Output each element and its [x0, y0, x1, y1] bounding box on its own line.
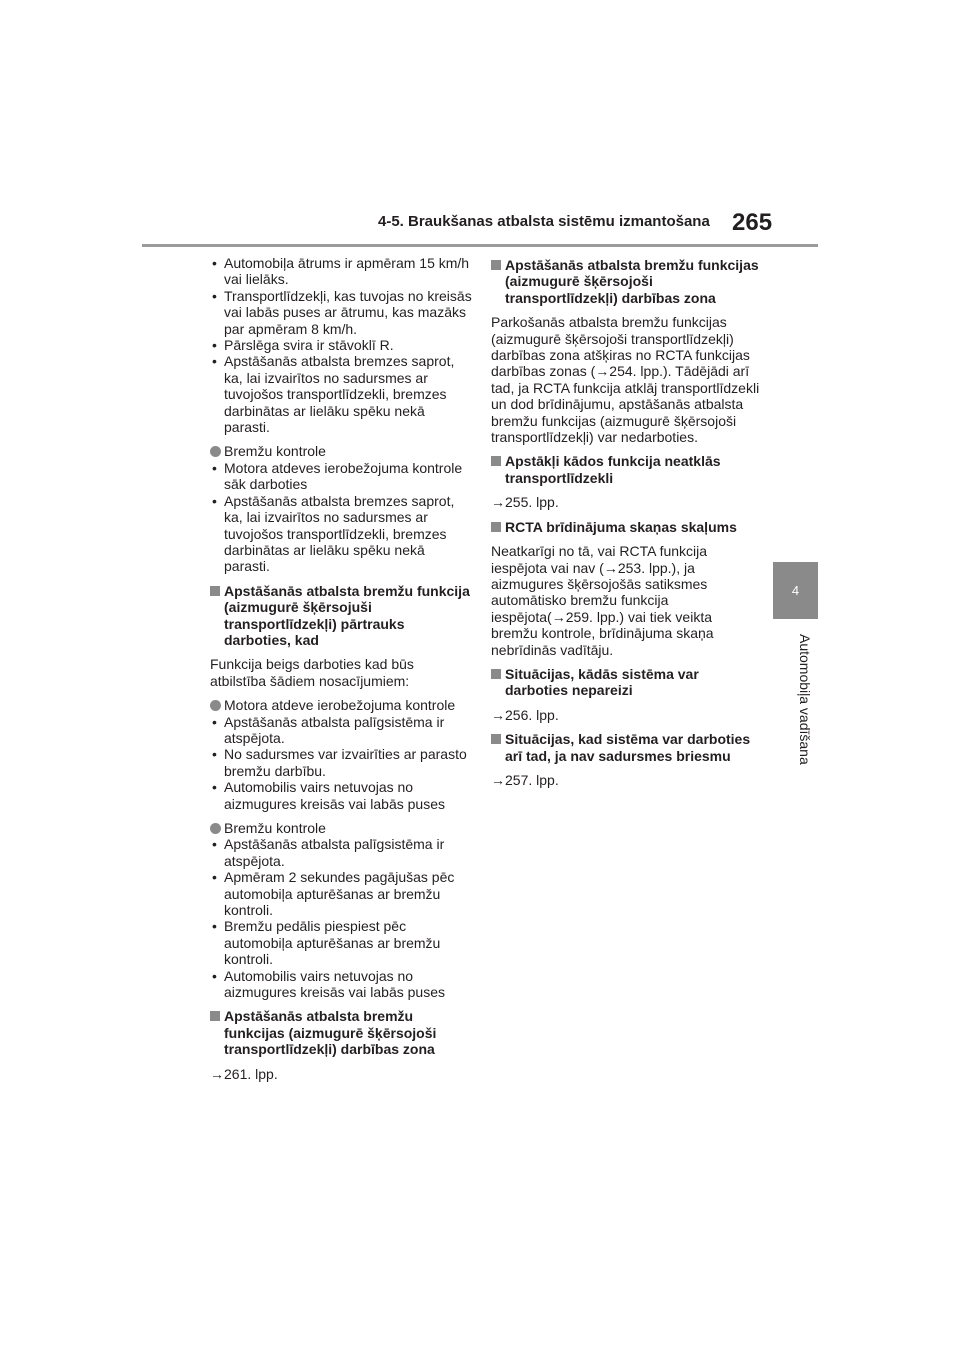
chapter-tab-number: 4	[791, 583, 800, 598]
chapter-label: Automobiļa vadīšana	[797, 634, 813, 765]
square-bullet-icon	[491, 456, 501, 466]
list-item: • Motora atdeves ierobežojuma kontrole sāk darboties	[210, 460, 472, 493]
circle-bullet-icon	[210, 700, 221, 711]
section-heading-text: Situācijas, kādās sistēma var darboties nepareizi	[505, 665, 699, 699]
bullet-list	[210, 255, 472, 435]
list-item: • Automobilis vairs netuvojas no aizmugures kreisās vai labās puses	[210, 968, 472, 1001]
page-reference: →255. lpp.	[491, 494, 559, 511]
section-heading	[491, 519, 761, 535]
section-heading-text: Apstākļi kādos funkcija neatklās transportlīdzekli	[505, 453, 721, 486]
square-bullet-icon	[210, 1011, 220, 1021]
circle-heading	[210, 697, 472, 713]
square-bullet-icon	[210, 586, 220, 596]
section-heading	[491, 666, 761, 699]
square-bullet-icon	[491, 669, 501, 679]
list-item: • Apstāšanās atbalsta palīgsistēma ir atspējota.	[210, 836, 472, 869]
list-item: • Automobilis vairs netuvojas no aizmugures kreisās vai labās puses	[210, 779, 472, 812]
page-number: 265	[732, 209, 773, 236]
right-column	[491, 255, 761, 796]
list-item: • Automobiļa ātrums ir apmēram 15 km/h vai lielāks.	[210, 255, 472, 288]
section-heading	[210, 583, 472, 649]
section-heading	[491, 453, 761, 486]
list-item: • Apstāšanās atbalsta bremzes saprot, ka, lai izvairītos no sadursmes ar tuvojošos transportlīdzekli, bremzes darbinātas ar lielāku spēku nekā parasti.	[210, 493, 472, 575]
circle-heading-text: Motora atdeve ierobežojuma kontrole	[224, 697, 456, 714]
list-item: • Apmēram 2 sekundes pagājušas pēc automobiļa apturēšanas ar bremžu kontroli.	[210, 869, 472, 918]
list-item: • Transportlīdzekļi, kas tuvojas no kreisās vai labās puses ar ātrumu, kas mazāks par apmēram 8 km/h.	[210, 288, 472, 337]
circle-bullet-icon	[210, 446, 221, 457]
list-item: • Pārslēga svira ir stāvoklī R.	[210, 337, 472, 353]
page-reference: →261. lpp.	[210, 1065, 278, 1082]
list-item: • Bremžu pedālis piespiest pēc automobiļa apturēšanas ar bremžu kontroli.	[210, 918, 472, 967]
left-column	[210, 255, 472, 1090]
section-title: 4-5. Braukšanas atbalsta sistēmu izmantošana	[378, 213, 710, 230]
bullet-list	[210, 836, 472, 1000]
header-divider	[142, 244, 818, 247]
page-reference: →257. lpp.	[491, 771, 559, 788]
list-item: • Apstāšanās atbalsta bremzes saprot, ka, lai izvairītos no sadursmes ar tuvojošos transportlīdzekli, bremzes darbinātas ar lielāku spēku nekā parasti.	[210, 353, 472, 435]
bullet-list	[210, 460, 472, 575]
section-heading-text: Situācijas, kad sistēma var darboties arī tad, ja nav sadursmes briesmu	[505, 731, 751, 764]
page-reference: →256. lpp.	[491, 706, 559, 723]
circle-heading	[210, 820, 472, 836]
circle-bullet-icon	[210, 823, 221, 834]
bullet-list	[210, 714, 472, 812]
square-bullet-icon	[491, 260, 501, 270]
section-heading-text: RCTA brīdinājuma skaņas skaļums	[505, 518, 737, 535]
list-item: • Apstāšanās atbalsta palīgsistēma ir atspējota.	[210, 714, 472, 747]
paragraph: Neatkarīgi no tā, vai RCTA funkcija iespējota vai nav (→253. lpp.), ja aizmugures šķērsojošās satiksmes automātisko bremžu funkcija iespējota(→259. lpp.) vai tiek veikta bremžu kontrole, brīdinājuma skaņa nebrīdinās vadītāju.	[491, 543, 714, 658]
section-heading-text: Apstāšanās atbalsta bremžu funkcijas (aizmugurē šķērsojoši transportlīdzekļi) darbības zona	[224, 1008, 437, 1058]
section-heading	[491, 731, 761, 764]
paragraph: Parkošanās atbalsta bremžu funkcijas (aizmugurē šķērsojoši transportlīdzekļi) darbības zona atšķiras no RCTA funkcijas darbības zonas (→254. lpp.). Tādējādi arī tad, ja RCTA funkcija atklāj transportlīdzekli un dod brīdinājumu, apstāšanās atbalsta bremžu funkcijas (aizmugurē šķērsojoši transportlīdzekļi) var nedarboties.	[491, 314, 760, 446]
section-heading-text: Apstāšanās atbalsta bremžu funkcija (aizmugurē šķērsojuši transportlīdzekļi) pārtrauks darboties, kad	[224, 582, 470, 648]
circle-heading-text: Bremžu kontrole	[224, 820, 326, 836]
circle-heading	[210, 443, 472, 459]
paragraph: Funkcija beigs darboties kad būs atbilstība šādiem nosacījumiem:	[210, 656, 414, 689]
section-heading	[491, 257, 761, 306]
section-heading	[210, 1008, 472, 1057]
chapter-tab	[773, 562, 818, 619]
square-bullet-icon	[491, 522, 501, 532]
section-heading-text: Apstāšanās atbalsta bremžu funkcijas (aizmugurē šķērsojoši transportlīdzekļi) darbības zona	[505, 257, 759, 306]
circle-heading-text: Bremžu kontrole	[224, 443, 326, 460]
list-item: • No sadursmes var izvairīties ar parasto bremžu darbību.	[210, 746, 472, 779]
square-bullet-icon	[491, 734, 501, 744]
